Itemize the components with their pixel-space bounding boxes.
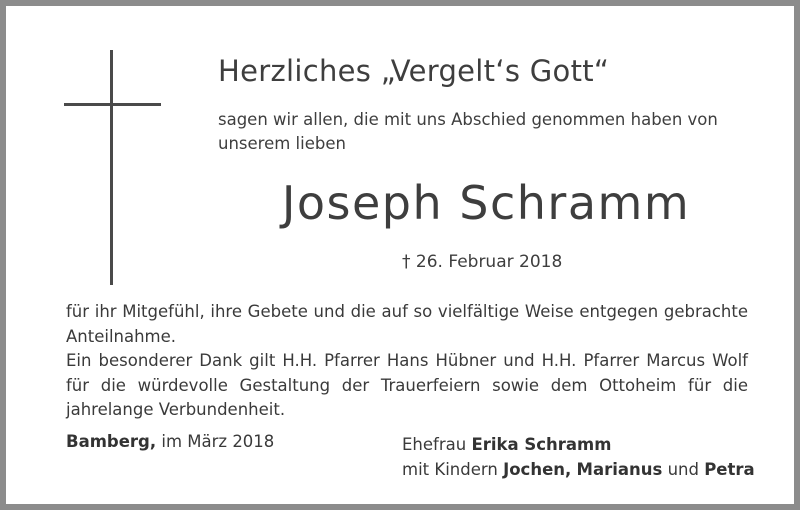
signer-wife: Erika Schramm [471, 435, 612, 454]
place-name: Bamberg, [66, 432, 157, 451]
signer-prefix: Ehefrau [402, 435, 467, 454]
thanks-text [66, 300, 748, 423]
cross-icon-vertical [110, 50, 113, 285]
intro-text [218, 108, 758, 156]
signer-connector: und [667, 460, 699, 479]
thanks-line: jahrelange Verbundenheit. [66, 400, 286, 419]
thanks-line: Anteilnahme. [66, 326, 177, 346]
date-text: im März 2018 [161, 432, 275, 451]
intro-line: unserem lieben [218, 134, 346, 153]
thanks-line: für ihr Mitgefühl, ihre Gebete und die auf so vielfältige Weise entgegen gebrachte [66, 302, 748, 321]
signer-child: Jochen, [503, 460, 572, 479]
place-date [66, 432, 274, 451]
cross-icon-horizontal [64, 103, 161, 106]
signer-line [402, 432, 755, 457]
deceased-name: Joseph Schramm [281, 176, 691, 230]
notice-heading: Herzliches „Vergelt‘s Gott“ [218, 54, 610, 88]
signer-child: Marianus [576, 460, 663, 479]
signer-prefix: mit Kindern [402, 460, 498, 479]
signers [402, 432, 755, 482]
death-date: † 26. Februar 2018 [402, 252, 563, 272]
signer-line [402, 457, 755, 482]
signer-child: Petra [704, 460, 755, 479]
intro-line: sagen wir allen, die mit uns Abschied genommen haben von [218, 110, 718, 129]
thanks-line: für die würdevolle Gestaltung der Trauerfeiern sowie dem Ottoheim für die [66, 375, 748, 395]
thanks-line: Ein besonderer Dank gilt H.H. Pfarrer Hans Hübner und H.H. Pfarrer Marcus Wolf [66, 351, 748, 370]
